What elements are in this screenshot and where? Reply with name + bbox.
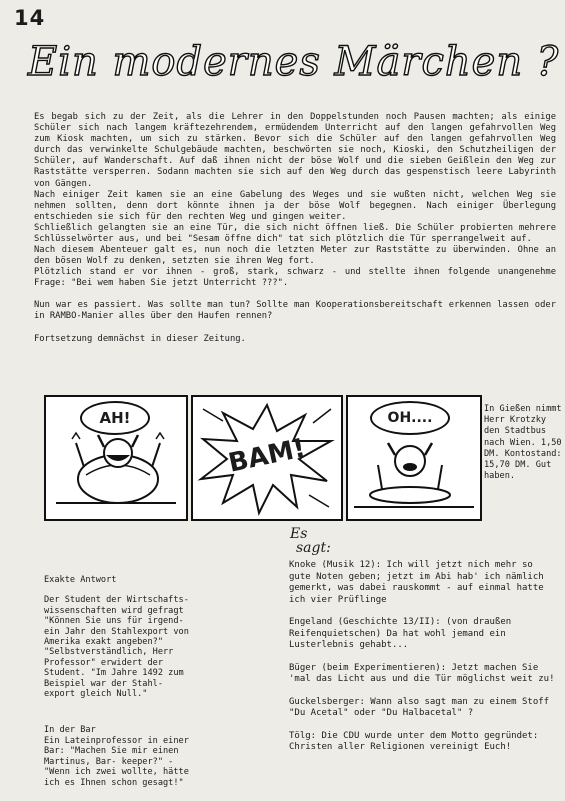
quote-item: Guckelsberger: Wann also sagt man zu einem Stoff "Du Acetal" oder "Du Halbacetal" ? (289, 696, 550, 718)
story-text (34, 112, 556, 345)
joke-heading: Exakte Antwort (44, 575, 117, 585)
viking-feast-drawing (46, 397, 186, 519)
viking-empty-plate-drawing (348, 397, 480, 519)
quote-item: Tölg: Die CDU wurde unter dem Motto gegründet: Christen aller Religionen vereinigt Euch! (289, 730, 539, 752)
jokes-column (44, 575, 196, 788)
story-paragraph: Es begab sich zu der Zeit, als die Lehrer in den Doppelstunden noch Pausen machten; als einige Schüler sich nach langem kräftezehrendem, ermüdendem Unterricht auf den langen gefahrvollen Weg zum Kiosk machten, um sich zu stärken. Bevor sich die Schüler auf den langen gefahrvollen Weg durch das verwinkelte Schulgebäude machten, beschwörten sie noch, Kioski, den Schutzheiligen der Schüler, auf Wanderschaft. Auf daß ihnen nicht der böse Wolf und die sieben Geißlein den Weg zur Raststätte versperren. Sodann machten sie sich auf den Weg durch das gespenstisch leere Labyrinth von Gängen. (34, 112, 556, 189)
quote-item: Büger (beim Experimentieren): Jetzt machen Sie 'mal das Licht aus und die Tür möglichst weit zu! (289, 662, 555, 684)
speech-bubble: OH.... (370, 401, 450, 435)
teacher-quotes (289, 560, 559, 765)
es-sagt-heading (290, 527, 331, 555)
story-paragraph: Nun war es passiert. Was sollte man tun? Sollte man Kooperationsbereitschaft erkennen lassen oder in RAMBO-Manier alles über den Haufen rennen? (34, 299, 556, 321)
quote-item: Knoke (Musik 12): Ich will jetzt nich mehr so gute Noten geben; jetzt im Abi hab' ich nämlich gemerkt, was dabei rauskommt - auf einmal hatte ich vier Prüflinge (289, 560, 544, 605)
page-title: Ein modernes Märchen ? (28, 39, 560, 85)
joke-heading: In der Bar (44, 725, 96, 736)
story-paragraph: Nach diesem Abenteuer galt es, nun noch die letzten Meter zur Raststätte zu überwinden. Ohne an den bösen Wolf zu denken, setzten sie ihren Weg fort. (34, 245, 556, 267)
continuation-note: Fortsetzung demnächst in dieser Zeitung. (34, 333, 246, 344)
story-paragraph: Plötzlich stand er vor ihnen - groß, stark, schwarz - und stellte ihnen folgende unangenehme Frage: "Bei wem haben Sie jetzt Unterricht ???". (34, 267, 556, 289)
quote-item: Engeland (Geschichte 13/II): (von draußen Reifenquietschen) Da hat wohl jemand ein Lusterlebnis gehabt... (289, 617, 512, 650)
es-sagt-line: sagt: (296, 540, 331, 556)
es-sagt-line: Es (290, 526, 308, 542)
impact-word: BAM! (225, 433, 309, 479)
comic-panel-2 (191, 395, 343, 521)
story-paragraph: Nach einiger Zeit kamen sie an eine Gabelung des Weges und sie wußten nicht, welchen Weg sie nehmen sollten, denn dort könnte ihnen ja der böse Wolf begegnen. Nach einiger Überlegung entschieden sie sich für den rechten Weg und gingen weiter. (34, 189, 556, 222)
page-number: 14 (14, 6, 46, 30)
comic-caption: In Gießen nimmt Herr Krotzky den Stadtbus nach Wien. 1,50 DM. Kontostand: 15,70 DM. Gut haben. (484, 404, 562, 482)
story-paragraph: Schließlich gelangten sie an eine Tür, die sich nicht öffnen ließ. Die Schüler probierten mehrere Schlüsselwörter aus, und bei "Sesam öffne dich" tat sich plötzlich die Tür sperrangelweit auf. (34, 222, 556, 245)
joke-text: Ein Lateinprofessor in einer Bar: "Machen Sie mir einen Martinus, Bar- keeper?" - "Wenn ich zwei wollte, hätte ich es Ihnen schon gesagt!" (44, 735, 189, 788)
comic-panel-1 (44, 395, 188, 521)
joke-text: Der Student der Wirtschafts- wissenschaften wird gefragt "Können Sie uns für irgend- ein Jahr den Stahlexport von Amerika exakt angeben?" "Selbstverständlich, Herr Professor" erwidert der Student. "Im Jahre 1492 zum Beispiel war der Stahl- export gleich Null." (44, 595, 189, 700)
speech-bubble: AH! (80, 401, 150, 435)
comic-panel-3 (346, 395, 482, 521)
